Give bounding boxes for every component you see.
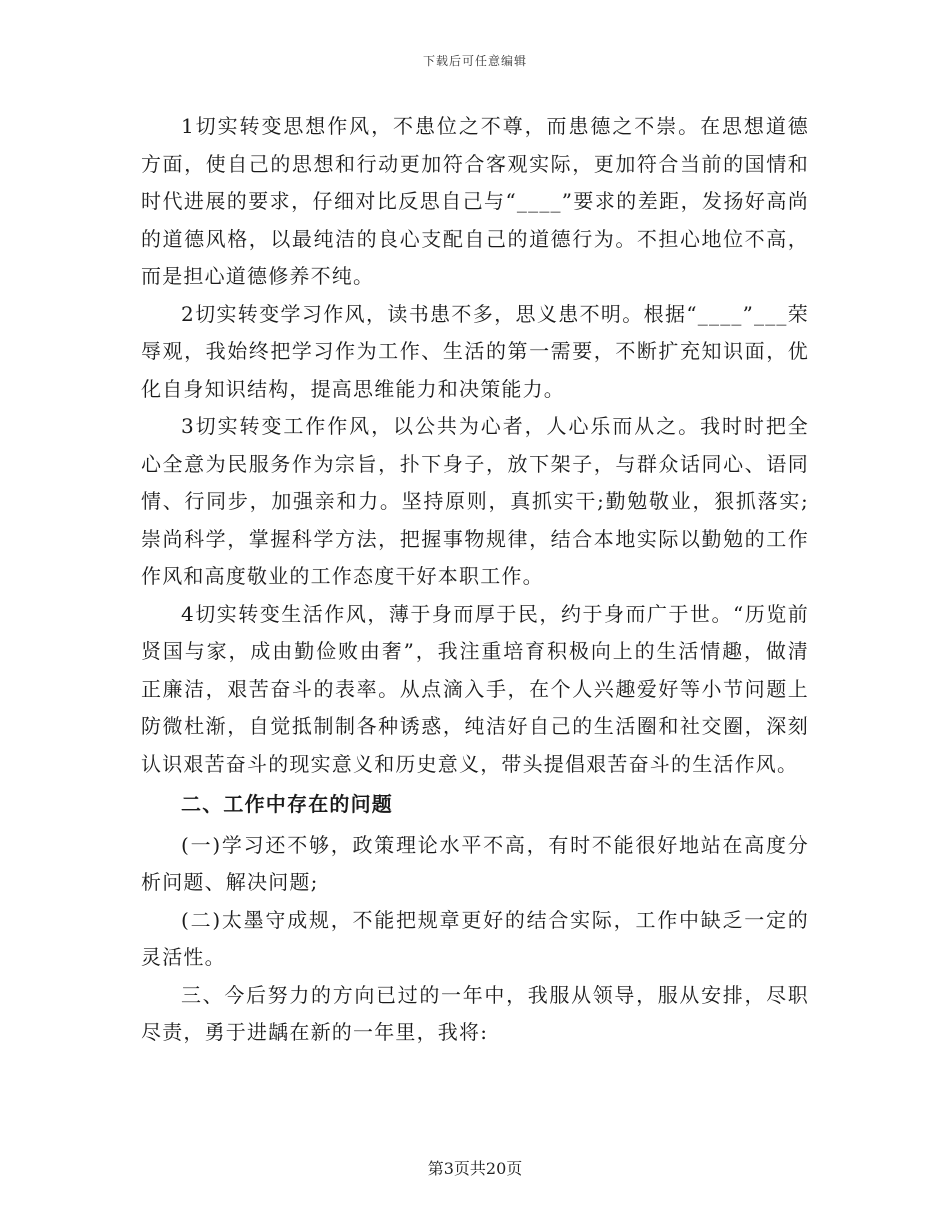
- page-header: 下载后可任意编辑: [422, 54, 527, 68]
- paragraph-future-direction: 三、今后努力的方向已过的一年中，我服从领导，服从安排，尽职尽责，勇于进龋在新的一年里，我将:: [141, 982, 809, 1044]
- problem-item-1: (一)学习还不够，政策理论水平不高，有时不能很好地站在高度分析问题、解决问题;: [141, 832, 809, 894]
- paragraph-study-style: 2切实转变学习作风，读书患不多，思义患不明。根据“____”___荣辱观，我始终把学习作为工作、生活的第一需要，不断扩充知识面，优化自身知识结构，提高思维能力和决策能力。: [141, 301, 809, 401]
- section-heading: 二、工作中存在的问题: [181, 792, 393, 816]
- document-body: [141, 108, 809, 1052]
- paragraph-thought-style: 1切实转变思想作风，不患位之不尊，而患德之不崇。在思想道德方面，使自己的思想和行动更加符合客观实际，更加符合当前的国情和时代进展的要求，仔细对比反思自己与“____”要求的差距，发扬好高尚的道德风格，以最纯洁的良心支配自己的道德行为。不担心地位不高，而是担心道德修养不纯。: [141, 114, 809, 288]
- paragraph-life-style: 4切实转变生活作风，薄于身而厚于民，约于身而广于世。“历览前贤国与家，成由勤俭败由奢”，我注重培育积极向上的生活情趣，做清正廉洁，艰苦奋斗的表率。从点滴入手，在个人兴趣爱好等小节问题上防微杜渐，自觉抵制制各种诱惑，纯洁好自己的生活圈和社交圈，深刻认识艰苦奋斗的现实意义和历史意义，带头提倡艰苦奋斗的生活作风。: [141, 601, 809, 776]
- page-number-footer: 第3页共20页: [427, 1159, 523, 1178]
- paragraph-work-style: 3切实转变工作作风，以公共为心者，人心乐而从之。我时时把全心全意为民服务作为宗旨，扑下身子，放下架子，与群众话同心、语同情、行同步，加强亲和力。坚持原则，真抓实干;勤勉敬业，狠抓落实;崇尚科学，掌握科学方法，把握事物规律，结合本地实际以勤勉的工作作风和高度敬业的工作态度干好本职工作。: [141, 414, 809, 588]
- problem-item-2: (二)太墨守成规，不能把规章更好的结合实际，工作中缺乏一定的灵活性。: [141, 907, 809, 969]
